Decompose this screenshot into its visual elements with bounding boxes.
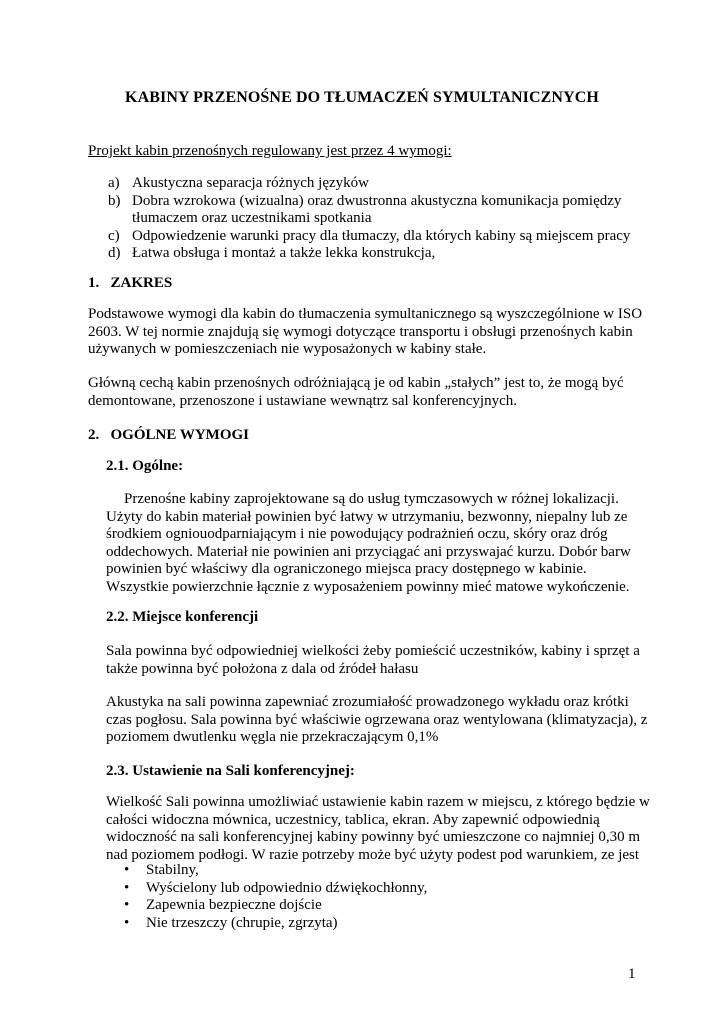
conditions-bullet-list: [106, 862, 646, 932]
list-marker: a): [108, 175, 120, 191]
intro-line: Projekt kabin przenośnych regulowany jest przez 4 wymogi:: [88, 143, 452, 159]
list-item: [108, 175, 668, 193]
list-item: [106, 897, 646, 915]
section-1-paragraph-1: Podstawowe wymogi dla kabin do tłumaczenia symultanicznego są wyszczególnione w ISO 2603. W tej normie znajdują się wymogi dotyczące transportu i obsługi przenośnych kabin używanych w pomieszczeniach nie wyposażonych w kabiny stałe.: [88, 306, 643, 357]
section-2-3-paragraph: Wielkość Sali powinna umożliwiać ustawienie kabin razem w miejscu, z którego będzie w całości widoczna mównica, uczestnicy, tablica, ekran. Aby zapewnić odpowiednią widoczność na sali konferencyjnej kabiny powinny być umieszczone co najmniej 0,30 m nad poziomem podłogi. W razie potrzeby może być użyty podest pod warunkiem, ze jest: [106, 794, 650, 863]
list-item-text: Akustyczna separacja różnych języków: [132, 175, 369, 191]
section-2-1-paragraph: Przenośne kabiny zaprojektowane są do usług tymczasowych w różnej lokalizacji. Użyty do kabin materiał powinien być łatwy w utrzymaniu, bezwonny, niepalny lub ze środkiem ogniouodparniającym i nie powodujący podrażnień oczu, skóry oraz dróg oddechowych. Materiał nie powinien ani przyciągać ani przyswajać kurzu. Dobór barw powinien być właściwy dla ograniczonego miejsca pracy dostępnego w kabinie. Wszystkie powierzchnie łącznie z wyposażeniem powinny mieć matowe wykończenie.: [106, 491, 631, 595]
list-item-text: Stabilny,: [146, 862, 199, 878]
list-item: [108, 245, 668, 263]
section-2-heading: 2. OGÓLNE WYMOGI: [88, 427, 249, 443]
section-2-1-heading: 2.1. Ogólne:: [106, 458, 184, 474]
requirements-list: [108, 175, 668, 263]
section-2-3-heading: 2.3. Ustawienie na Sali konferencyjnej:: [106, 763, 355, 779]
list-marker: d): [108, 245, 121, 261]
bullet-icon: •: [124, 914, 130, 931]
bullet-icon: •: [124, 879, 130, 896]
list-marker: c): [108, 227, 120, 244]
list-item: [108, 228, 668, 246]
list-item: [108, 193, 668, 228]
bullet-icon: •: [124, 897, 130, 913]
page-number: 1: [628, 966, 636, 982]
list-item: [106, 915, 646, 933]
section-2-2-heading: 2.2. Miejsce konferencji: [106, 609, 259, 625]
list-item-text: Odpowiedzenie warunki pracy dla tłumaczy, dla których kabiny są miejscem pracy: [132, 227, 631, 244]
section-2-2-paragraph-2: Akustyka na sali powinna zapewniać zrozumiałość prowadzonego wykładu oraz krótki czas pogłosu. Sala powinna być właściwie ogrzewana oraz wentylowana (klimatyzacja), z poziomem dwutlenku węgla nie przekraczającym 0,1%: [106, 694, 648, 745]
list-marker: b): [108, 192, 121, 209]
list-item: [106, 880, 646, 898]
list-item-text: Zapewnia bezpieczne dojście: [146, 897, 322, 913]
section-2-2-paragraph-1: Sala powinna być odpowiedniej wielkości żeby pomieścić uczestników, kabiny i sprzęt a także powinna być położona z dala od źródeł hałasu: [106, 643, 640, 677]
list-item-text: Dobra wzrokowa (wizualna) oraz dwustronna akustyczna komunikacja pomiędzy tłumaczem oraz uczestnikami spotkania: [132, 192, 622, 226]
bullet-icon: •: [124, 862, 130, 878]
list-item-text: Nie trzeszczy (chrupie, zgrzyta): [146, 914, 338, 931]
section-1-heading: 1. ZAKRES: [88, 275, 173, 291]
section-1-paragraph-2: Główną cechą kabin przenośnych odróżniającą je od kabin „stałych” jest to, że mogą być demontowane, przenoszone i ustawiane wewnątrz sal konferencyjnych.: [88, 375, 624, 409]
list-item-text: Łatwa obsługa i montaż a także lekka konstrukcja,: [132, 245, 436, 261]
list-item: [106, 862, 646, 880]
document-title: KABINY PRZENOŚNE DO TŁUMACZEŃ SYMULTANICZNYCH: [125, 89, 599, 106]
list-item-text: Wyścielony lub odpowiednio dźwiękochłonny,: [146, 879, 428, 896]
